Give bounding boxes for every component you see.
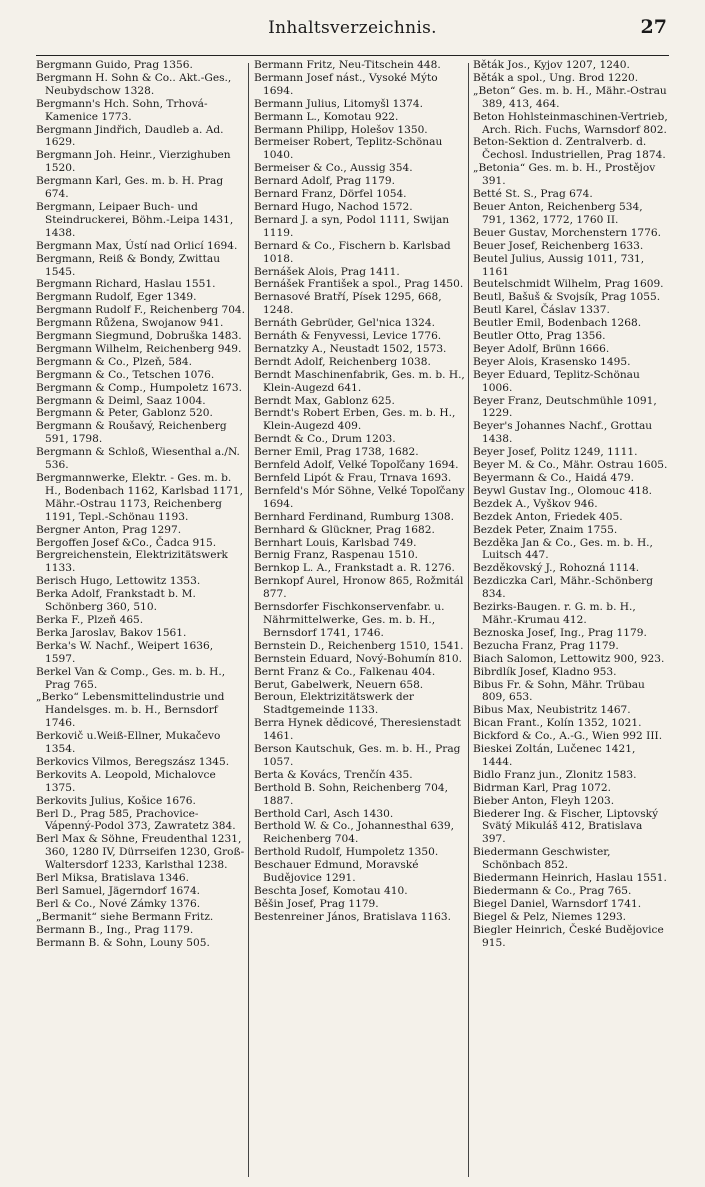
- index-entry: Bergmann Siegmund, Dobruška 1483.: [36, 330, 242, 343]
- index-entry: Bergmann & Co., Tetschen 1076.: [36, 368, 215, 381]
- index-entry: Berkovics Vilmos, Beregszász 1345.: [36, 755, 230, 768]
- index-entry: Bernsdorfer Fischkonservenfabr. u. Nährmittelwerke, Ges. m. b. H., Bernsdorf 1741, 1746.: [254, 601, 445, 639]
- index-column-2: [254, 59, 465, 1177]
- index-entry: Bergner Anton, Prag 1297.: [36, 523, 182, 536]
- index-entry: Bermann Josef nást., Vysoké Mýto 1694.: [254, 71, 438, 97]
- index-entry: Berndt & Co., Drum 1203.: [254, 433, 396, 446]
- index-entry: Bergmann, Reiß & Bondy, Zwittau 1545.: [36, 252, 221, 278]
- index-entry: Berisch Hugo, Lettowitz 1353.: [36, 575, 201, 588]
- index-entry: Bidlo Franz jun., Zlonitz 1583.: [473, 768, 637, 781]
- index-entry: Biegler Heinrich, České Budějovice 915.: [473, 923, 664, 949]
- index-entry: Beywl Gustav Ing., Olomouc 418.: [473, 484, 652, 497]
- index-entry: Bibrdlík Josef, Kladno 953.: [473, 665, 617, 678]
- index-entry: Berkovits Julius, Košice 1676.: [36, 794, 196, 807]
- index-columns: [36, 59, 669, 1177]
- index-entry: Bieber Anton, Fleyh 1203.: [473, 794, 615, 807]
- index-entry: Bergmann's Hch. Sohn, Trhová-Kamenice 1773.: [36, 97, 208, 123]
- index-entry: Bernard & Co., Fischern b. Karlsbad 1018.: [254, 239, 451, 265]
- index-entry: „Betonia“ Ges. m. b. H., Prostějov 391.: [473, 162, 656, 188]
- index-entry: Bernášek František a spol., Prag 1450.: [254, 278, 464, 291]
- index-column-3: [473, 59, 669, 1177]
- index-entry: Beutl, Bašuš & Svojsík, Prag 1055.: [473, 291, 661, 304]
- index-entry: Berl Samuel, Jägerndorf 1674.: [36, 885, 201, 897]
- index-entry: Bermann B., Ing., Prag 1179.: [36, 923, 194, 936]
- index-entry: Bergmannwerke, Elektr. - Ges. m. b. H., Bodenbach 1162, Karlsbad 1171, Mähr.-Ostrau 1173, Reichenberg 1191, Tepl.-Schönau 1193.: [36, 472, 243, 523]
- index-entry: Bernáth & Fenyvessi, Levice 1776.: [254, 330, 442, 343]
- index-entry: Biach Salomon, Lettowitz 900, 923.: [473, 652, 665, 665]
- index-entry: Bernard Adolf, Prag 1179.: [254, 175, 395, 188]
- index-entry: Bermann Philipp, Holešov 1350.: [254, 123, 428, 136]
- index-entry: Bergmann Jindřich, Daudleb a. Ad. 1629.: [36, 123, 224, 149]
- index-entry: Bergmann Max, Ústí nad Orlicí 1694.: [36, 239, 238, 252]
- index-entry: „Bermanit“ siehe Bermann Fritz.: [36, 910, 214, 923]
- index-entry: Berra Hynek dědicové, Theresienstadt 1461.: [254, 717, 461, 743]
- index-entry: Beyer Eduard, Teplitz-Schönau 1006.: [473, 368, 640, 394]
- index-entry: Berkel Van & Comp., Ges. m. b. H., Prag 765.: [36, 665, 226, 691]
- index-entry: Bibus Fr. & Sohn, Mähr. Trübau 809, 653.: [473, 678, 645, 704]
- index-entry: „Beton“ Ges. m. b. H., Mähr.-Ostrau 389, 413, 464.: [473, 84, 667, 110]
- index-entry: Berut, Gabelwerk, Neuern 658.: [254, 678, 424, 691]
- index-entry: Bernfeld Lipót & Frau, Trnava 1693.: [254, 472, 452, 484]
- index-entry: Bergmann & Comp., Humpoletz 1673.: [36, 381, 242, 394]
- index-entry: Berthold Carl, Asch 1430.: [254, 807, 394, 820]
- index-entry: Bernhard & Glückner, Prag 1682.: [254, 523, 435, 536]
- index-entry: Bezdek Anton, Friedek 405.: [473, 510, 623, 523]
- index-entry: Beyer Franz, Deutschmühle 1091, 1229.: [473, 394, 657, 420]
- index-entry: Bernt Franz & Co., Falkenau 404.: [254, 665, 436, 678]
- index-entry: Berl D., Prag 585, Prachovice-Vápenný-Podol 373, Zawratetz 384.: [36, 807, 236, 833]
- index-entry: Bergmann Růžena, Swojanow 941.: [36, 317, 224, 330]
- index-entry: Běták a spol., Ung. Brod 1220.: [473, 71, 639, 84]
- index-entry: Bergmann & Schloß, Wiesenthal a./N. 536.: [36, 446, 240, 472]
- index-entry: Běšin Josef, Prag 1179.: [254, 897, 379, 910]
- page-header: [36, 12, 669, 42]
- index-entry: Beschauer Edmund, Moravské Budějovice 1291.: [254, 859, 419, 885]
- index-entry: Bernstein Eduard, Nový-Bohumín 810.: [254, 652, 462, 665]
- index-entry: Beutler Otto, Prag 1356.: [473, 330, 606, 343]
- index-entry: Berthold Rudolf, Humpoletz 1350.: [254, 846, 439, 859]
- index-entry: Bermann B. & Sohn, Louny 505.: [36, 936, 210, 949]
- index-entry: Bernig Franz, Raspenau 1510.: [254, 549, 419, 562]
- index-entry: Bermann Fritz, Neu-Titschein 448.: [254, 59, 441, 71]
- index-entry: Bermann Julius, Litomyšl 1374.: [254, 97, 423, 110]
- index-entry: Beuer Josef, Reichenberg 1633.: [473, 239, 644, 252]
- index-entry: Bernkopf Aurel, Hronow 865, Rožmitál 877.: [254, 575, 464, 601]
- column-divider-1: [248, 63, 249, 1177]
- page-number: 27: [640, 16, 667, 38]
- index-entry: Berndt's Robert Erben, Ges. m. b. H., Klein-Augezd 409.: [254, 407, 456, 433]
- index-entry: Beyer M. & Co., Mähr. Ostrau 1605.: [473, 459, 668, 472]
- index-entry: Beutl Karel, Čáslav 1337.: [473, 304, 610, 317]
- index-entry: Beyer Josef, Politz 1249, 1111.: [473, 446, 638, 459]
- index-entry: Bergreichenstein, Elektrizitätswerk 1133.: [36, 549, 228, 575]
- index-entry: Bernáth Gebrüder, Gel'nica 1324.: [254, 317, 435, 330]
- index-entry: Bernkop L. A., Frankstadt a. R. 1276.: [254, 562, 455, 575]
- index-entry: Bergmann & Roušavý, Reichenberg 591, 1798.: [36, 420, 227, 446]
- index-entry: Bestenreiner János, Bratislava 1163.: [254, 910, 451, 923]
- index-entry: Berka Adolf, Frankstadt b. M. Schönberg 360, 510.: [36, 588, 196, 614]
- index-entry: Bernstein D., Reichenberg 1510, 1541.: [254, 639, 464, 652]
- index-entry: Bernard J. a syn, Podol 1111, Swijan 1119.: [254, 213, 450, 239]
- index-entry: Beton-Sektion d. Zentralverb. d. Čechosl. Industriellen, Prag 1874.: [473, 136, 666, 162]
- index-entry: Bergmann Wilhelm, Reichenberg 949.: [36, 342, 242, 355]
- index-entry: Beuer Gustav, Morchenstern 1776.: [473, 226, 662, 239]
- index-entry: Berta & Kovács, Trenčín 435.: [254, 768, 413, 781]
- index-entry: Biedermann & Co., Prag 765.: [473, 885, 632, 897]
- page-title: Inhaltsverzeichnis.: [268, 18, 437, 38]
- index-entry: Bergmann & Peter, Gablonz 520.: [36, 407, 213, 420]
- index-entry: Bican Frant., Kolín 1352, 1021.: [473, 717, 642, 730]
- index-entry: Beutler Emil, Bodenbach 1268.: [473, 317, 642, 330]
- index-entry: Beton Hohlsteinmaschinen-Vertrieb, Arch. Rich. Fuchs, Warnsdorf 802.: [473, 110, 668, 136]
- index-entry: Běták Jos., Kyjov 1207, 1240.: [473, 59, 630, 71]
- index-entry: Beyer Alois, Krasensko 1495.: [473, 355, 631, 368]
- index-entry: Bezirks-Baugen. r. G. m. b. H., Mähr.-Krumau 412.: [473, 601, 636, 626]
- index-entry: Bernard Franz, Dörfel 1054.: [254, 188, 407, 201]
- index-entry: Bernard Hugo, Nachod 1572.: [254, 200, 413, 213]
- index-entry: Bernhart Louis, Karlsbad 749.: [254, 536, 417, 549]
- index-entry: Beschta Josef, Komotau 410.: [254, 885, 408, 897]
- index-entry: Berson Kautschuk, Ges. m. b. H., Prag 1057.: [254, 743, 461, 768]
- index-entry: Berl Miksa, Bratislava 1346.: [36, 872, 189, 885]
- index-entry: Bergmann H. Sohn & Co.. Akt.-Ges., Neubydschow 1328.: [36, 71, 232, 97]
- index-entry: Bergmann, Leipaer Buch- und Steindruckerei, Böhm.-Leipa 1431, 1438.: [36, 200, 234, 239]
- index-entry: Bermeiser Robert, Teplitz-Schönau 1040.: [254, 136, 443, 162]
- index-entry: Bernášek Alois, Prag 1411.: [254, 265, 400, 278]
- index-entry: Bidrman Karl, Prag 1072.: [473, 781, 611, 794]
- index-entry: Bezdiczka Carl, Mähr.-Schönberg 834.: [473, 575, 653, 601]
- header-rule: [36, 55, 669, 56]
- index-entry: Bergmann Guido, Prag 1356.: [36, 59, 193, 71]
- index-entry: Bezucha Franz, Prag 1179.: [473, 639, 619, 652]
- index-entry: Bernasové Bratří, Písek 1295, 668, 1248.: [254, 291, 442, 317]
- index-entry: Biegel Daniel, Warnsdorf 1741.: [473, 897, 642, 910]
- index-entry: Berndt Max, Gablonz 625.: [254, 394, 395, 407]
- index-entry: Berndt Adolf, Reichenberg 1038.: [254, 355, 431, 368]
- index-entry: Bezděkovský J., Rohozná 1114.: [473, 562, 640, 575]
- index-entry: Biegel & Pelz, Niemes 1293.: [473, 910, 627, 923]
- index-entry: Beyer's Johannes Nachf., Grottau 1438.: [473, 420, 653, 446]
- index-entry: Bermann L., Komotau 922.: [254, 110, 399, 123]
- index-entry: Berthold B. Sohn, Reichenberg 704, 1887.: [254, 781, 448, 807]
- index-entry: Beroun, Elektrizitätswerk der Stadtgemeinde 1133.: [254, 691, 414, 717]
- index-entry: Bergmann & Deiml, Saaz 1004.: [36, 394, 206, 407]
- index-entry: Berka F., Plzeň 465.: [36, 613, 144, 626]
- index-entry: Beznoska Josef, Ing., Prag 1179.: [473, 626, 647, 639]
- index-column-1: [36, 59, 246, 1177]
- column-divider-2: [468, 63, 469, 1177]
- index-entry: Beuer Anton, Reichenberg 534, 791, 1362, 1772, 1760 II.: [473, 200, 643, 226]
- index-entry: Berkovič u.Weiß-Ellner, Mukačevo 1354.: [36, 730, 221, 756]
- index-entry: Bickford & Co., A.-G., Wien 992 III.: [473, 730, 663, 743]
- index-entry: Bernfeld Adolf, Velké Topoľčany 1694.: [254, 459, 459, 472]
- index-entry: Berkovits A. Leopold, Michalovce 1375.: [36, 768, 216, 794]
- index-entry: Bieskei Zoltán, Lučenec 1421, 1444.: [473, 743, 636, 768]
- index-entry: Biedermann Heinrich, Haslau 1551.: [473, 872, 667, 885]
- index-entry: Bezděka Jan & Co., Ges. m. b. H., Luitsch 447.: [473, 536, 653, 562]
- index-entry: Bernatzky A., Neustadt 1502, 1573.: [254, 342, 447, 355]
- index-entry: Berl Max & Söhne, Freudenthal 1231, 360, 1280 IV, Dürrseifen 1230, Groß-Waltersdorf 1233, Karlsthal 1238.: [36, 833, 245, 872]
- index-entry: Berl & Co., Nové Zámky 1376.: [36, 897, 201, 910]
- index-entry: „Berko“ Lebensmittelindustrie und Handelsges. m. b. H., Bernsdorf 1746.: [36, 691, 225, 730]
- index-entry: Bezdek A., Vyškov 946.: [473, 497, 598, 510]
- index-entry: Bergoffen Josef &Co., Čadca 915.: [36, 536, 217, 549]
- index-entry: Bermeiser & Co., Aussig 354.: [254, 162, 413, 175]
- index-entry: Bergmann Richard, Haslau 1551.: [36, 278, 216, 291]
- index-entry: Bergmann Joh. Heinr., Vierzighuben 1520.: [36, 149, 231, 175]
- index-entry: Berthold W. & Co., Johannesthal 639, Reichenberg 704.: [254, 820, 454, 846]
- index-entry: Bergmann Karl, Ges. m. b. H. Prag 674.: [36, 175, 224, 201]
- index-entry: Beutelschmidt Wilhelm, Prag 1609.: [473, 278, 664, 291]
- index-entry: Bernfeld's Mór Söhne, Velké Topoľčany 1694.: [254, 484, 465, 510]
- index-entry: Beyer Adolf, Brünn 1666.: [473, 342, 610, 355]
- index-entry: Bernhard Ferdinand, Rumburg 1308.: [254, 510, 455, 523]
- index-entry: Bezdek Peter, Znaim 1755.: [473, 523, 618, 536]
- index-entry: Beyermann & Co., Haidá 479.: [473, 472, 634, 484]
- index-entry: Beutel Julius, Aussig 1011, 731, 1161: [473, 252, 645, 278]
- index-entry: Betté St. S., Prag 674.: [473, 188, 593, 201]
- index-entry: Biedermann Geschwister, Schönbach 852.: [473, 846, 611, 872]
- index-entry: Biederer Ing. & Fischer, Liptovský Svätý Mikuláš 412, Bratislava 397.: [473, 807, 659, 846]
- index-entry: Berka's W. Nachf., Weipert 1636, 1597.: [36, 639, 214, 665]
- index-entry: Bergmann & Co., Plzeň, 584.: [36, 355, 192, 368]
- index-entry: Berka Jaroslav, Bakov 1561.: [36, 626, 187, 639]
- index-entry: Bibus Max, Neubistritz 1467.: [473, 704, 631, 717]
- index-entry: Bergmann Rudolf F., Reichenberg 704.: [36, 304, 246, 317]
- index-entry: Berndt Maschinenfabrik, Ges. m. b. H., Klein-Augezd 641.: [254, 368, 465, 394]
- index-entry: Bergmann Rudolf, Eger 1349.: [36, 291, 197, 304]
- index-entry: Berner Emil, Prag 1738, 1682.: [254, 446, 419, 459]
